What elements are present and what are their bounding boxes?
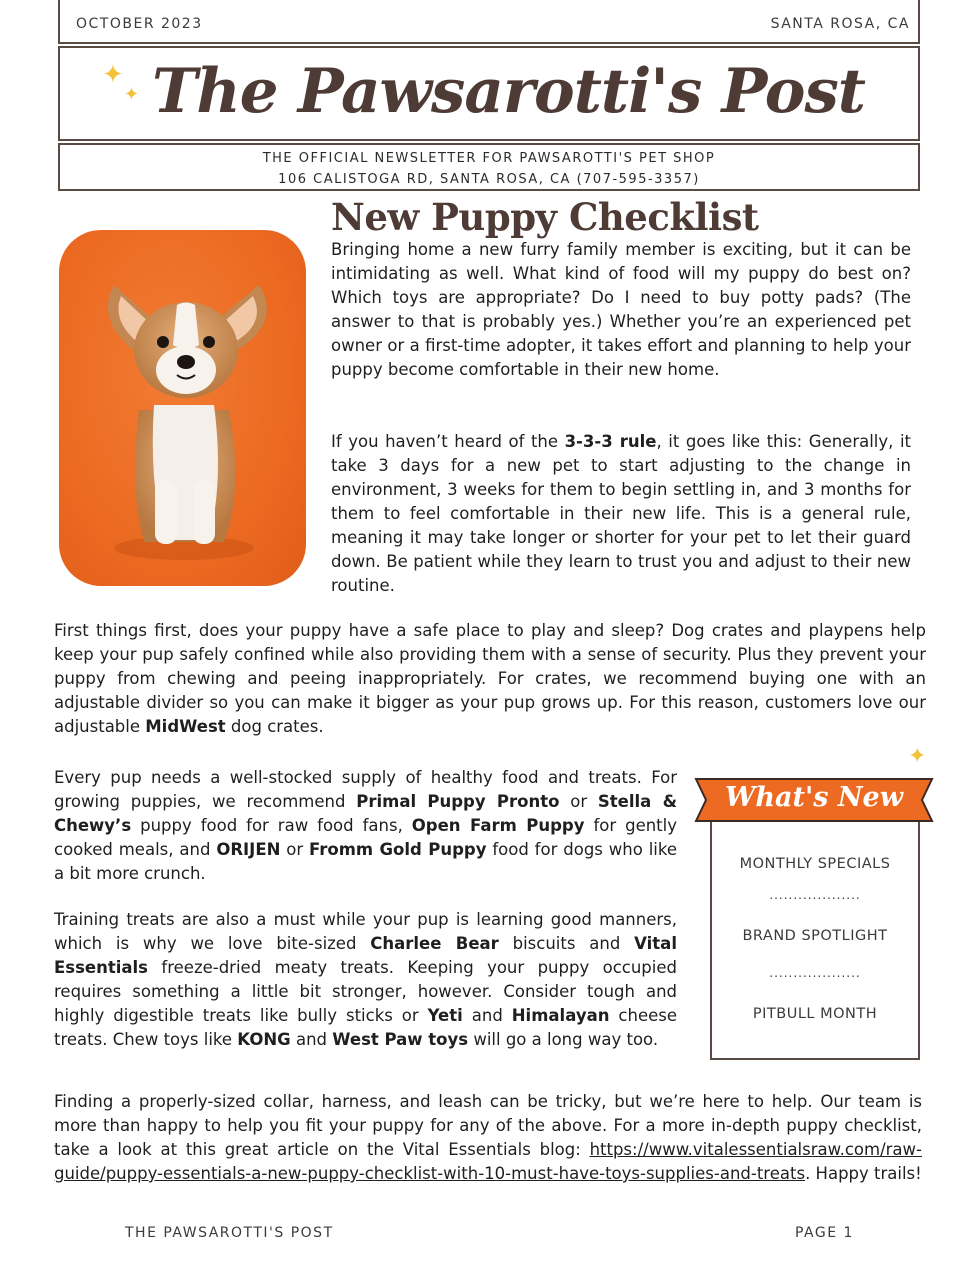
brand-name: MidWest	[145, 717, 226, 736]
masthead	[58, 46, 920, 141]
footer-title: THE PAWSAROTTI'S POST	[125, 1225, 334, 1241]
brand-name: ORIJEN	[216, 840, 281, 859]
paragraph-text: puppy food for raw food fans,	[131, 816, 412, 835]
brand-name: Fromm Gold Puppy	[309, 840, 487, 859]
news-item-pitbull-month[interactable]: PITBULL MONTH	[752, 1006, 878, 1022]
whats-new-banner	[694, 775, 934, 825]
newsletter-title: The Pawsarotti's Post	[152, 56, 865, 127]
subtitle-line: THE OFFICIAL NEWSLETTER FOR PAWSAROTTI'S PET SHOP	[262, 151, 716, 166]
food-paragraph	[54, 766, 677, 886]
paragraph-text: and	[462, 1006, 512, 1025]
vital-essentials-blog-link[interactable]: https://www.vitalessentialsraw.com/raw-guide/puppy-essentials-a-new-puppy-checklist-with-10-must-have-toys-supplies-and-treats	[54, 1140, 922, 1183]
brand-name: Charlee Bear	[370, 934, 499, 953]
paragraph-text: cheese treats. Chew toys like	[54, 1006, 677, 1049]
article-heading: New Puppy Checklist	[331, 195, 759, 239]
news-item-monthly-specials[interactable]: MONTHLY SPECIALS	[739, 856, 891, 872]
paragraph-text: for gently cooked meals, and	[54, 816, 678, 859]
paragraph-text: food for dogs who like a bit more crunch.	[54, 840, 677, 883]
page-number: PAGE 1	[795, 1225, 854, 1241]
rule-name: 3-3-3 rule	[564, 432, 657, 451]
paragraph-text: freeze-dried meaty treats. Keeping your puppy occupied requires something a little bit stronger, however. Consider tough and highly digestible treats like bully sticks or	[54, 958, 677, 1025]
sparkle-icon: ✦	[908, 744, 927, 769]
brand-name: Vital Essentials	[54, 934, 677, 977]
paragraph-text: biscuits and	[498, 934, 635, 953]
paragraph-text: Training treats are also a must while your pup is learning good manners, which is why we love bite-sized	[54, 910, 677, 953]
puppy-photo	[59, 230, 306, 586]
paragraph-text: will go a long way too.	[468, 1030, 659, 1049]
brand-name: KONG	[237, 1030, 291, 1049]
corgi-puppy-illustration	[59, 230, 306, 586]
separator: ...................	[769, 966, 861, 980]
separator: ...................	[769, 888, 861, 902]
treats-paragraph	[54, 908, 677, 1052]
rule-paragraph: If you haven’t heard of the 3-3-3 rule, it goes like this: Generally, it take 3 days for a new pet to start adjusting to the change in environment, 3 weeks for them to begin settling in, and 3 months for them to feel comfortable in their new life. This is a general rule, meaning it may take longer or shorter for your pet to let their guard down. Be patient while they learn to trust you and adjust to their new routine.	[331, 432, 911, 595]
paragraph-text: or	[280, 840, 310, 859]
paragraph-text: and	[290, 1030, 333, 1049]
sparkle-icon: ✦	[124, 84, 140, 105]
intro-paragraph: Bringing home a new furry family member is exciting, but it can be intimidating as well. What kind of food will my puppy do best on? Which toys are appropriate? Do I need to buy potty pads? (The answer to that is probably yes.) Whether you’re an experienced pet owner or a first-time adopter, it takes effort and planning to help your puppy become comfortable in their new home.	[331, 240, 911, 379]
brand-name: Primal Puppy Pronto	[356, 792, 560, 811]
brand-name: Himalayan	[511, 1006, 610, 1025]
banner-title: What's New	[725, 782, 903, 813]
brand-name: Stella & Chewy’s	[54, 792, 677, 835]
issue-date: OCTOBER 2023	[76, 16, 203, 32]
subtitle-box	[58, 143, 920, 191]
paragraph-text: Every pup needs a well-stocked supply of healthy food and treats. For growing puppies, we recommend	[54, 768, 677, 811]
news-item-brand-spotlight[interactable]: BRAND SPOTLIGHT	[742, 928, 888, 944]
location: SANTA ROSA, CA	[770, 16, 910, 32]
brand-name: Open Farm Puppy	[411, 816, 585, 835]
brand-name: Yeti	[427, 1006, 463, 1025]
closing-paragraph: Finding a properly-sized collar, harness, and leash can be tricky, but we’re here to help. Our team is more than happy to help you fit your puppy for any of the above. For a more in-depth puppy checklist, take a look at this great article on the Vital Essentials blog: https://www.vitalessentialsraw.com/raw-guide/puppy-essentials-a-new-puppy-checklist-with-10-must-have-toys-supplies-and-treats. Happy trails!	[54, 1092, 922, 1183]
sparkle-icon: ✦	[102, 60, 124, 90]
brand-name: West Paw toys	[332, 1030, 469, 1049]
address-line: 106 CALISTOGA RD, SANTA ROSA, CA (707-595-3357)	[278, 172, 700, 187]
date-bar	[58, 0, 920, 44]
crates-paragraph: First things first, does your puppy have a safe place to play and sleep? Dog crates and playpens help keep your pup safely confined while also providing them with a sense of security. Plus they prevent your puppy from chewing and peeing inappropriately. For crates, we recommend buying one with an adjustable divider so you can make it bigger as your pup grows up. For this reason, customers love our adjustable MidWest dog crates.	[54, 621, 926, 736]
paragraph-text: or	[559, 792, 598, 811]
